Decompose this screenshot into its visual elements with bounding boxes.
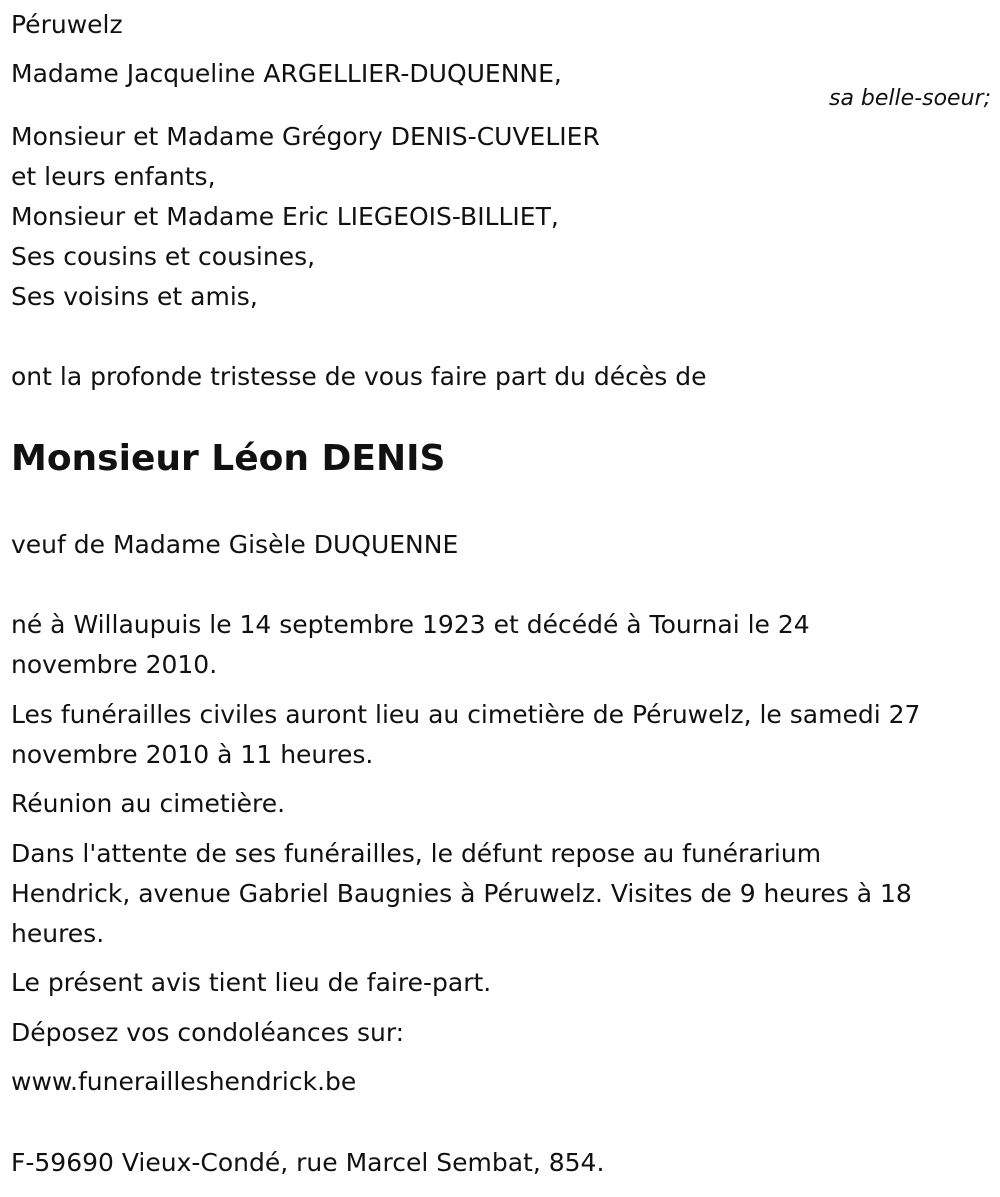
family-cousins: Ses cousins et cousines, [11,242,316,271]
deceased-name: Monsieur Léon DENIS [11,438,446,479]
condolences-label: Déposez vos condoléances sur: [11,1018,405,1047]
announcement-text: ont la profonde tristesse de vous faire part du décès de [11,362,707,391]
family-member-sister-in-law: Madame Jacqueline ARGELLIER-DUQUENNE, [11,59,562,88]
website-link[interactable]: www.funerailleshendrick.be [11,1067,357,1096]
funeral-line-1: Les funérailles civiles auront lieu au cimetière de Péruwelz, le samedi 27 [11,700,921,729]
location: Péruwelz [11,10,123,39]
repose-line-1: Dans l'attente de ses funérailles, le défunt repose au funérarium [11,839,822,868]
repose-line-3: heures. [11,919,105,948]
meeting-text: Réunion au cimetière. [11,789,286,818]
notice-text: Le présent avis tient lieu de faire-part. [11,968,492,997]
birth-death-line-2: novembre 2010. [11,650,218,679]
address-text: F-59690 Vieux-Condé, rue Marcel Sembat, 854. [11,1148,605,1177]
funeral-line-2: novembre 2010 à 11 heures. [11,740,374,769]
family-member-children: et leurs enfants, [11,162,216,191]
relation-label: sa belle-soeur; [829,86,991,111]
repose-line-2: Hendrick, avenue Gabriel Baugnies à Péruwelz. Visites de 9 heures à 18 [11,879,912,908]
family-member-liegeois: Monsieur et Madame Eric LIEGEOIS-BILLIET, [11,202,559,231]
family-member-son: Monsieur et Madame Grégory DENIS-CUVELIER [11,122,600,151]
birth-death-line-1: né à Willaupuis le 14 septembre 1923 et décédé à Tournai le 24 [11,610,810,639]
widower-text: veuf de Madame Gisèle DUQUENNE [11,530,459,559]
family-neighbors: Ses voisins et amis, [11,282,258,311]
